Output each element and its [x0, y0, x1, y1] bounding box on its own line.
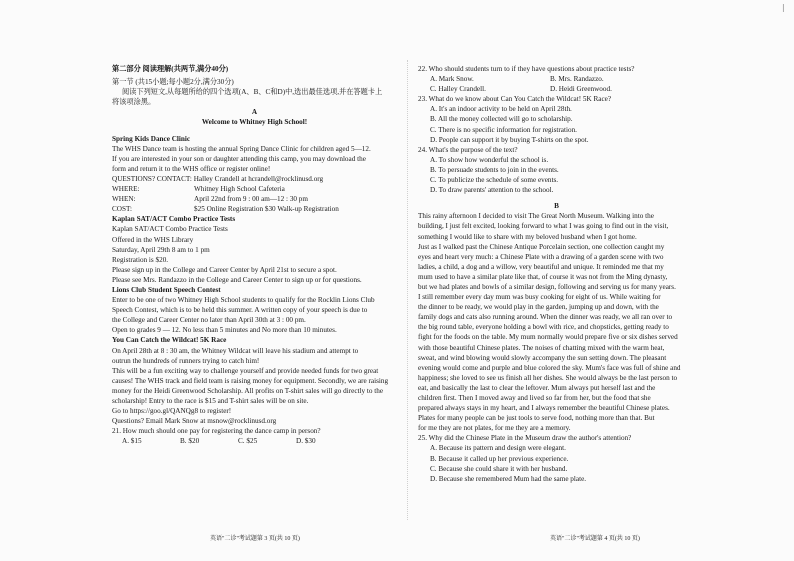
passage-title: Welcome to Whitney High School!	[201, 118, 308, 127]
passage-b-line: for me they are not plates, for me they are a memory.	[418, 424, 571, 433]
where-row	[112, 184, 397, 194]
lions-line: Speech Contest, which is to be held this summer. A written copy of your speech is due to	[112, 306, 368, 315]
passage-letter: A	[251, 108, 258, 117]
cost-key: COST:	[112, 205, 133, 214]
passage-b-line: This rainy afternoon I decided to visit The Great North Museum. Walking into the	[418, 212, 654, 221]
q21-option-b: B. $20	[180, 437, 200, 446]
passage-b-line: with those beautiful Chinese plates. The noises of chatting mixed with the warm heat,	[418, 343, 665, 352]
wildcat-line: Go to https://goo.gl/QANQg8 to register!	[112, 407, 232, 416]
passage-b-line: Plates for many people can be just tools to serve food, nothing more than that. But	[418, 414, 655, 423]
passage-b-letter: B	[554, 202, 559, 211]
lions-line: Open to grades 9 — 12. No less than 5 minutes and No more than 10 minutes.	[112, 326, 337, 335]
q23-option-b: B. All the money collected will go to scholarship.	[430, 115, 573, 124]
question-21: 21. How much should one pay for registering the dance camp in person?	[112, 427, 321, 436]
q21-option-c: C. $25	[238, 437, 258, 446]
passage-b-line: eyes and heart very much: a Chinese Plate with a drawing of a garden scene with two	[418, 252, 664, 261]
where-value: Whitney High School Cafeteria	[194, 185, 285, 194]
right-column	[418, 64, 695, 484]
q25-option-a: A. Because its pattern and design were elegant.	[430, 444, 566, 453]
q23-option-a: A. It's an indoor activity to be held on April 28th.	[430, 105, 572, 114]
q21-options	[112, 436, 397, 446]
clinic-heading: Spring Kids Dance Clinic	[112, 134, 191, 143]
cost-value: $25 Online Registration $30 Walk-up Registration	[194, 205, 339, 214]
q22-option-c: C. Halley Crandell.	[430, 85, 486, 94]
wildcat-line: On April 28th at 8 : 30 am, the Whitney Wildcat will leave his stadium and attempt to	[112, 346, 359, 355]
q25-option-d: D. Because she remembered Mum had the same plate.	[430, 474, 587, 483]
wildcat-line: outrun the hundreds of runners trying to catch him!	[112, 356, 260, 365]
wildcat-line: causes! The WHS track and field team is raising money for equipment. Secondly, we are raising	[112, 376, 389, 385]
question-22: 22. Who should students turn to if they have questions about practice tests?	[418, 65, 635, 73]
passage-b-line: family dogs and cats also running around. When the dinner was ready, we all ran over to	[418, 313, 673, 322]
page-mark: |	[782, 3, 784, 12]
section-title: 第一节 (共15小题;每小题2分,满分30分)	[112, 78, 234, 87]
q21-option-d: D. $30	[296, 437, 316, 446]
page-footer-left: 英语"二诊"考试题第 3 页(共 10 页)	[210, 536, 300, 542]
question-25: 25. Why did the Chinese Plate in the Museum draw the author's attention?	[418, 434, 632, 443]
when-row	[112, 194, 397, 204]
lions-heading: Lions Club Student Speech Contest	[112, 285, 221, 294]
kaplan-line: Kaplan SAT/ACT Combo Practice Tests	[112, 225, 228, 234]
lions-line: the College and Career Center no later than April 30th at 3 : 00 pm.	[112, 316, 306, 325]
q25-option-c: C. Because she could share it with her husband.	[430, 464, 568, 473]
kaplan-line: Offered in the WHS Library	[112, 235, 194, 244]
passage-b-line: the dinner to be ready, we would play in the garden, jumping up and down, with the	[418, 303, 659, 312]
kaplan-line: Saturday, April 29th 8 am to 1 pm	[112, 245, 210, 254]
q22-options-row1	[418, 74, 695, 84]
passage-b-line: fight for the foods on the table. My mum normally would prepare five or six dishes served	[418, 333, 678, 342]
q25-option-b: B. Because it called up her previous experience.	[430, 454, 569, 463]
wildcat-line: This will be a fun exciting way to challenge yourself and provide needed funds for two great	[112, 366, 379, 375]
column-divider	[407, 60, 408, 520]
where-key: WHERE:	[112, 185, 140, 194]
passage-b-line: children first. Then I moved away and lived so far from her, but the food that she	[418, 394, 651, 402]
lions-line: Enter to be one of two Whitney High School students to qualify for the Rocklin Lions Club	[112, 296, 375, 305]
question-24: 24. What's the purpose of the text?	[418, 145, 518, 154]
q22-option-d: D. Heidi Greenwood.	[550, 85, 612, 94]
q24-option-d: D. To draw parents' attention to the school.	[430, 186, 554, 195]
clinic-line: form and return it to the WHS office or register online!	[112, 164, 271, 173]
page-footer-right: 英语"二诊"考试题第 4 页(共 10 页)	[550, 536, 640, 542]
clinic-line: If you are interested in your son or daughter attending this camp, you may download the	[112, 154, 366, 163]
instructions-line: 将该项涂黑。	[112, 98, 156, 107]
when-value: April 22nd from 9 : 00 am—12 : 30 pm	[194, 195, 308, 204]
q24-option-b: B. To persuade students to join in the events.	[430, 165, 559, 174]
question-23: 23. What do we know about Can You Catch the Wildcat! 5K Race?	[418, 95, 612, 104]
wildcat-line: Questions? Email Mark Snow at msnow@rocklinusd.org	[112, 417, 277, 426]
passage-b-line: ladies, a child, a dog and a willow, very beautiful and unique. It reminded me that my	[418, 262, 664, 271]
left-column	[112, 64, 397, 446]
q24-option-a: A. To show how wonderful the school is.	[430, 155, 549, 164]
passage-b-line: something I would like to share with my beloved husband when I got home.	[418, 232, 637, 241]
passage-b-line: eat, and basically the last to clear the leftover. Mum always put herself last and the	[418, 383, 656, 392]
q23-option-c: C. There is no specific information for registration.	[430, 125, 577, 134]
part-title: 第二部分 阅读理解(共两节,满分40分)	[112, 65, 229, 73]
q21-option-a: A. $15	[122, 437, 142, 446]
passage-b-line: sweat, and wind blowing would slowly accompany the sun setting down. The pleasant	[418, 353, 667, 362]
kaplan-line: Please sign up in the College and Career Center by April 21st to secure a spot.	[112, 265, 337, 274]
passage-b-line: I still remember every day mum was busy cooking for eight of us. While waiting for	[418, 293, 661, 302]
q22-option-a: A. Mark Snow.	[430, 75, 474, 84]
wildcat-line: scholarship! Entry to the race is $15 and T-shirt sales will be on site.	[112, 397, 309, 405]
passage-b-line: evening would come and purple and blue colored the sky. Mum's face was full of shine and	[418, 363, 681, 372]
passage-b-line: building, I just felt excited, looking forward to what I was going to find out in the visit,	[418, 222, 669, 231]
kaplan-line: Registration is $20.	[112, 255, 169, 264]
instructions-line: 阅读下列短文,从每题所给的四个选项(A、B、C和D)中,选出最佳选项,并在答题卡上	[122, 88, 383, 97]
passage-b-line: mum used to have a similar plate like that, of course it was not from the Ming dynasty,	[418, 272, 668, 281]
passage-b-line: prepared always stays in my heart, and I always remember the beautiful Chinese plates.	[418, 404, 670, 413]
wildcat-line: money for the Heidi Greenwood Scholarship. All profits on T-shirt sales will go directly to the	[112, 386, 384, 395]
clinic-line: QUESTIONS? CONTACT: Halley Crandell at hcrandell@rocklinusd.org	[112, 174, 324, 183]
passage-b-line: but we had plates and bowls of a similar design, following and serving us for many years.	[418, 282, 676, 291]
when-key: WHEN:	[112, 195, 136, 204]
kaplan-heading: Kaplan SAT/ACT Combo Practice Tests	[112, 215, 236, 224]
q22-options-row2	[418, 84, 695, 94]
q23-option-d: D. People can support it by buying T-shirts on the spot.	[430, 135, 589, 144]
cost-row	[112, 204, 397, 214]
wildcat-heading: You Can Catch the Wildcat! 5K Race	[112, 336, 227, 345]
kaplan-line: Please see Mrs. Randazzo in the College and Career Center to sign up or for questions.	[112, 275, 362, 284]
passage-b-line: the big round table, everyone holding a bowl with rice, and chopsticks, getting ready to	[418, 323, 669, 332]
q24-option-c: C. To publicize the schedule of some events.	[430, 176, 559, 185]
clinic-line: The WHS Dance team is hosting the annual Spring Dance Clinic for children aged 5—12.	[112, 144, 371, 153]
passage-b-line: happiness; she loved to see us finish all her dishes. She would always be the last person to	[418, 373, 678, 382]
q22-option-b: B. Mrs. Randazzo.	[550, 75, 604, 84]
passage-b-line: Just as I walked past the Chinese Antique Porcelain section, one collection caught my	[418, 242, 665, 251]
